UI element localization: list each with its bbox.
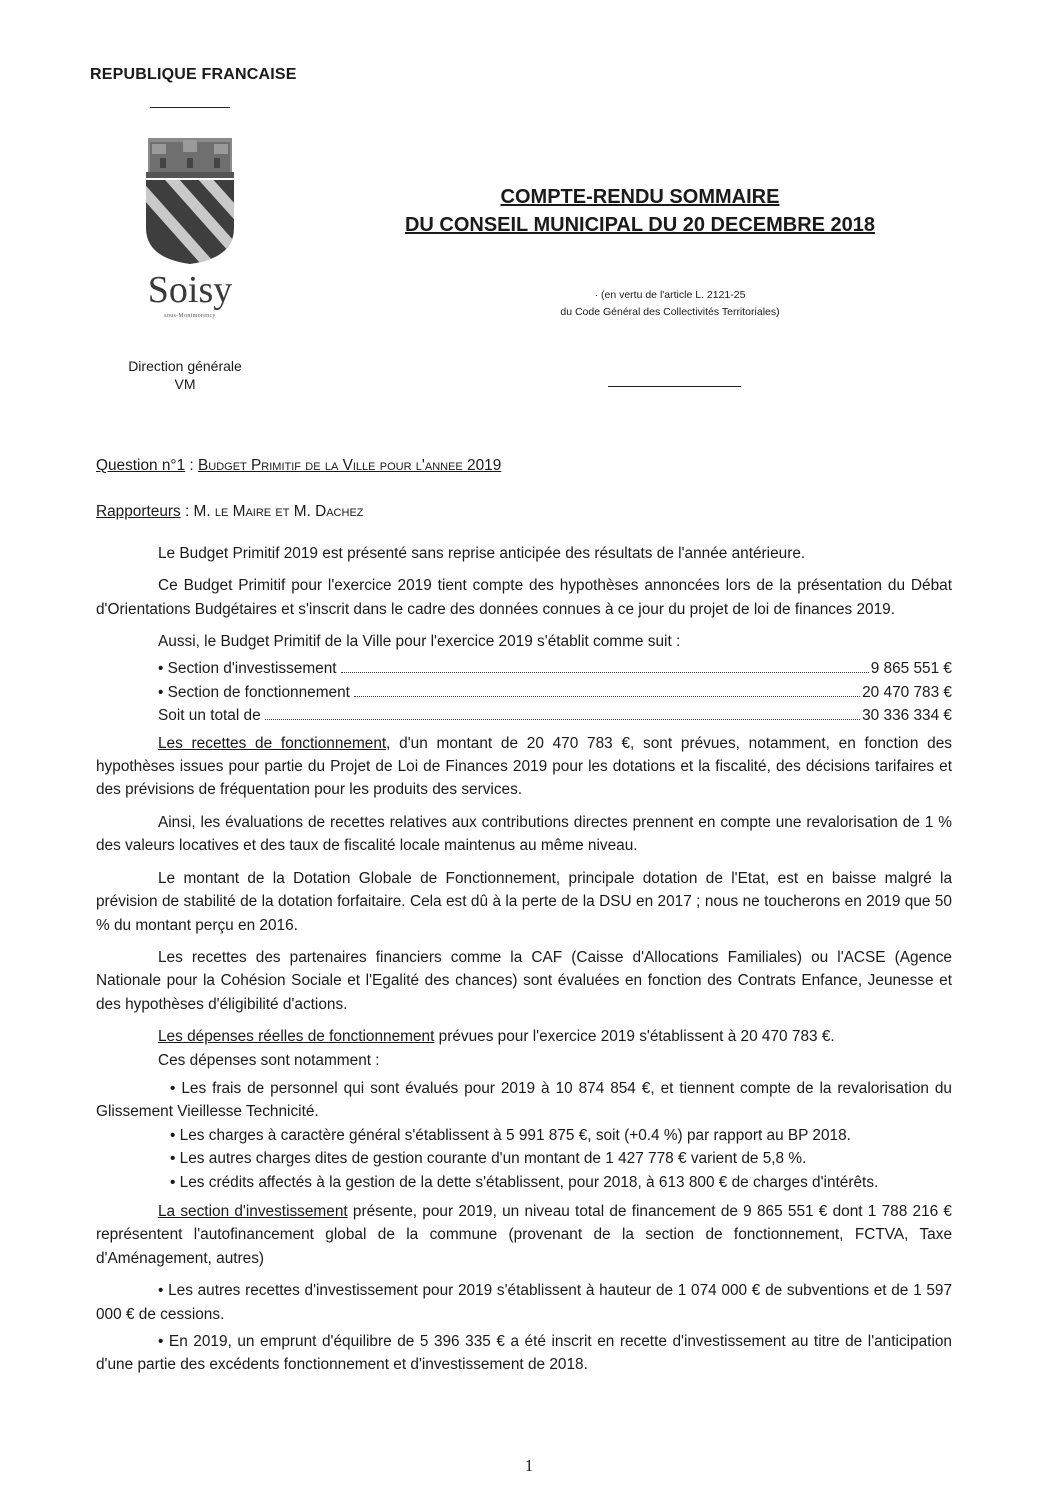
budget-line <box>158 681 952 704</box>
document-title-line-2: DU CONSEIL MUNICIPAL DU 20 DECEMBRE 2018 <box>404 214 876 236</box>
bullet-charges-generales: • Les charges à caractère général s'établissent à 5 991 875 €, soit (+0.4 %) par rapport au BP 2018. <box>170 1126 851 1144</box>
logo-wordmark: Soisy <box>147 269 233 311</box>
depenses-text: prévues pour l'exercice 2019 s'établissent à 20 470 783 €. <box>434 1028 835 1046</box>
question-line <box>96 454 952 477</box>
paragraph-depenses <box>96 1025 952 1048</box>
investissement-text: présente, pour 2019, un niveau total de financement de 9 865 551 € dont 1 788 216 € représentent l'autofinancement global de la commune (provenant de la section de fonctionnement, FCTVA, Taxe d'Aménagement, autres) <box>96 1202 952 1267</box>
budget-line-label: Soit un total de <box>158 707 261 725</box>
header-divider <box>150 107 230 108</box>
republique-francaise-heading: REPUBLIQUE FRANCAISE <box>90 66 297 83</box>
recettes-text: , d'un montant de 20 470 783 €, sont prévues, notamment, en fonction des hypothèses issues pour partie du Projet de Loi de Finances 2019 pour les dotations et la fiscalité, des décisions tarifaires et des prévisions de fréquentation pour les produits des services. <box>96 734 952 799</box>
bullet-autres-charges: • Les autres charges dites de gestion courante d'un montant de 1 427 778 € varient de 5,8 %. <box>170 1150 807 1168</box>
paragraph-2: Ce Budget Primitif pour l'exercice 2019 tient compte des hypothèses annoncées lors de la présentation du Débat d'Orientations Budgétaires et s'inscrit dans le cadre des données connues à ce jour du projet de loi de finances 2019. <box>96 577 952 618</box>
budget-line <box>158 657 952 680</box>
direction-label: Direction générale <box>128 358 242 374</box>
budget-line-total <box>158 704 952 727</box>
depenses-intro: Ces dépenses sont notamment : <box>158 1051 380 1069</box>
legal-reference-line-1: · (en vertu de l'article L. 2121-25 <box>594 289 746 301</box>
rapporteurs-line <box>96 500 952 523</box>
budget-line-value: 30 336 334 € <box>862 707 952 725</box>
page-number: 1 <box>524 1456 534 1475</box>
depenses-heading: Les dépenses réelles de fonctionnement <box>158 1028 435 1046</box>
investissement-heading: La section d'investissement <box>158 1202 348 1220</box>
paragraph-6: Le montant de la Dotation Globale de Fonctionnement, principale dotation de l'Etat, est en baisse malgré la prévision de stabilité de la dotation forfaitaire. Cela est dû à la perte de la DSU en 2017 ; nous ne toucherons en 2019 que 50 % du montant perçu en 2016. <box>96 869 952 934</box>
paragraph-1: Le Budget Primitif 2019 est présenté sans reprise anticipée des résultats de l'année antérieure. <box>158 544 806 562</box>
legal-reference <box>470 287 870 321</box>
bullet-dette: • Les crédits affectés à la gestion de la dette s'établissent, pour 2018, à 613 800 € de charges d'intérêts. <box>170 1173 879 1191</box>
question-label: Question n°1 <box>96 457 186 474</box>
document-body <box>96 454 952 1377</box>
paragraph-5: Ainsi, les évaluations de recettes relatives aux contributions directes prennent en compte une revalorisation de 1 % des valeurs locatives et des taux de fiscalité locale maintenus au même niveau. <box>96 813 952 855</box>
logo-subtitle: sous-Montmorency <box>164 313 216 319</box>
rapporteurs-separator: : <box>180 503 194 521</box>
bullet-personnel: • Les frais de personnel qui sont évalués pour 2019 à 10 874 854 €, et tiennent compte de la revalorisation du Glissement Vieillesse Technicité. <box>96 1079 952 1121</box>
direction-initials: VM <box>174 376 196 392</box>
legal-reference-line-2: du Code Général des Collectivités Territoriales) <box>560 306 780 318</box>
paragraph-investissement <box>96 1200 952 1270</box>
signature-divider <box>608 386 741 387</box>
paragraph-3: Aussi, le Budget Primitif de la Ville pour l'exercice 2019 s'établit comme suit : <box>158 633 681 651</box>
bullet-recettes-investissement: • Les autres recettes d'investissement pour 2019 s'établissent à hauteur de 1 074 000 € de subventions et de 1 597 000 € de cessions. <box>96 1282 952 1323</box>
budget-line-label: • Section d'investissement <box>158 660 337 678</box>
question-separator: : <box>185 457 198 474</box>
direction-block <box>110 357 260 393</box>
budget-line-value: 9 865 551 € <box>870 660 952 678</box>
budget-line-value: 20 470 783 € <box>862 683 952 701</box>
question-subject: Budget Primitif de la Ville pour l'annee 2019 <box>197 457 502 474</box>
rapporteurs-names: M. le Maire et M. Dachez <box>193 503 364 521</box>
paragraph-recettes <box>96 732 952 802</box>
bullet-emprunt: • En 2019, un emprunt d'équilibre de 5 396 335 € a été inscrit en recette d'investissement au titre de l'anticipation d'une partie des excédents fonctionnement et d'investissement de 2018. <box>96 1333 952 1374</box>
rapporteurs-label: Rapporteurs <box>96 503 181 521</box>
budget-summary-list <box>96 657 952 727</box>
budget-line-label: • Section de fonctionnement <box>158 683 350 701</box>
paragraph-7: Les recettes des partenaires financiers comme la CAF (Caisse d'Allocations Familiales) ou l'ACSE (Agence Nationale pour la Cohésion Sociale et l'Egalité des chances) sont évaluées en fonction des Contrats Enfance, Jeunesse et des hypothèses d'éligibilité d'actions. <box>96 948 952 1013</box>
leader-dots <box>265 719 860 720</box>
leader-dots <box>341 672 869 673</box>
recettes-heading: Les recettes de fonctionnement <box>158 734 387 752</box>
leader-dots <box>354 696 860 697</box>
document-title-line-1: COMPTE-RENDU SOMMAIRE <box>500 186 780 208</box>
